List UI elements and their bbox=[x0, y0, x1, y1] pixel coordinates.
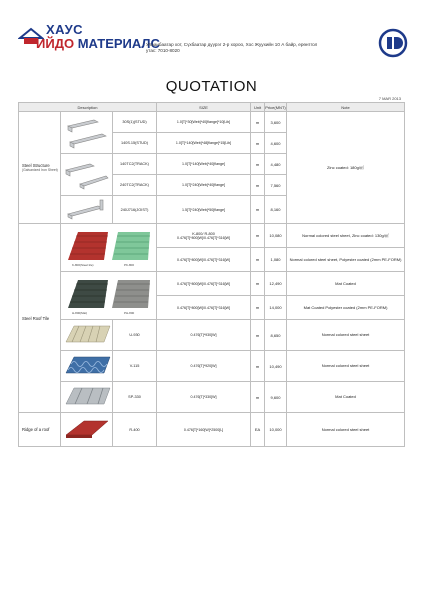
company-name-line2 bbox=[36, 36, 160, 51]
image-caption: PH-800 bbox=[123, 311, 134, 315]
roof-tile-mat-image bbox=[61, 272, 157, 320]
product-unit: m bbox=[251, 351, 265, 382]
table-header-row bbox=[19, 103, 405, 112]
product-unit: m bbox=[251, 196, 265, 224]
product-code: R-400 bbox=[113, 413, 157, 447]
product-unit: m bbox=[251, 154, 265, 175]
address-line: Улаанбаатар хот, Сүхбаатар дүүрэг 2-р хороо, Хос Жуухийн 10 А байр, ерөнтгол bbox=[146, 42, 318, 47]
grey-tile-icon bbox=[112, 280, 150, 308]
header-note: Note bbox=[287, 103, 405, 112]
image-caption: PK-800 bbox=[123, 263, 134, 267]
table-row bbox=[19, 272, 405, 296]
document-date: 7 MAR 2013 bbox=[378, 96, 401, 101]
product-price: 7,560 bbox=[265, 175, 287, 196]
table-row bbox=[19, 224, 405, 248]
product-unit: m bbox=[251, 296, 265, 320]
product-note: Mat Coated bbox=[287, 272, 405, 296]
product-note: Normal colored steel sheet bbox=[287, 413, 405, 447]
product-price: 14,000 bbox=[265, 296, 287, 320]
product-code: V-115 bbox=[113, 351, 157, 382]
product-size: K-800/ R-800 0.476[T]*800[W]/0.476[T]*316[W] bbox=[157, 224, 251, 248]
company-name-suffix: МАТЕРИАЛС bbox=[77, 36, 160, 51]
table-row bbox=[19, 351, 405, 382]
product-price: 8,650 bbox=[265, 320, 287, 351]
category-steel-structure: Steel Structure (Galvanized Iron Sheet) bbox=[19, 112, 61, 224]
product-note: Zinc coated: 180g/㎡ bbox=[287, 112, 405, 224]
green-tile-icon bbox=[112, 232, 150, 260]
table-row bbox=[19, 112, 405, 133]
image-caption: H-800(Mat) bbox=[71, 311, 87, 315]
product-unit: EA bbox=[251, 413, 265, 447]
product-unit: m bbox=[251, 248, 265, 272]
product-price: 4,600 bbox=[265, 133, 287, 154]
product-note: Normal colored steel sheet bbox=[287, 320, 405, 351]
sp330-sheet-image bbox=[61, 382, 113, 413]
product-note: Normal colored steel sheet, Polyester coated (2mm PE-FORM) bbox=[287, 248, 405, 272]
product-unit: m bbox=[251, 112, 265, 133]
header-price: Price(MNT) bbox=[265, 104, 286, 110]
ridge-product-image bbox=[61, 413, 113, 447]
product-note: Normal colored steel sheet bbox=[287, 351, 405, 382]
product-size: 1.0[T]*140[Web]*40[flange] bbox=[157, 154, 251, 175]
product-code: 140S.15(STUD) bbox=[113, 133, 157, 154]
red-tile-icon bbox=[68, 232, 108, 260]
product-code: 240TC2(TRACK) bbox=[113, 175, 157, 196]
product-unit: m bbox=[251, 175, 265, 196]
product-price: 10,000 bbox=[265, 413, 287, 447]
table-row bbox=[19, 382, 405, 413]
product-size: 0.476[T]*800[W]/0.476[T]*316[W] bbox=[157, 296, 251, 320]
product-price: 3,600 bbox=[265, 112, 287, 133]
product-price: 12,490 bbox=[265, 272, 287, 296]
header-size: SIZE bbox=[157, 103, 251, 112]
product-size: 0.476[T]*800[W]/0.476[T]*316[W] bbox=[157, 248, 251, 272]
header-unit: Unit bbox=[251, 103, 265, 112]
product-price: 1,080 bbox=[265, 248, 287, 272]
product-code: SP-330 bbox=[113, 382, 157, 413]
product-unit: m bbox=[251, 382, 265, 413]
product-size: 1.0[T]*140[Web]*48[flange]*15[Lib] bbox=[157, 133, 251, 154]
product-price: 10,490 bbox=[265, 351, 287, 382]
product-price: 9,600 bbox=[265, 382, 287, 413]
letterhead bbox=[18, 22, 408, 72]
quotation-table bbox=[18, 102, 405, 447]
product-unit: m bbox=[251, 224, 265, 248]
product-code: 240J716(JOIST) bbox=[113, 196, 157, 224]
phone-line: утас: 7010-8020 bbox=[146, 48, 180, 53]
image-caption: K-800(Steel tile) bbox=[71, 263, 94, 267]
product-size: 0.476[T]*160[W]*2500[L] bbox=[157, 413, 251, 447]
table-row bbox=[19, 413, 405, 447]
product-price: 4,480 bbox=[265, 154, 287, 175]
category-ridge-of-roof: Ridge of a roof bbox=[19, 413, 61, 447]
stud-product-image bbox=[61, 112, 113, 154]
roof-tile-red-green-image bbox=[61, 224, 157, 272]
u930-sheet-image bbox=[61, 320, 113, 351]
product-code: 140TC2(TRACK) bbox=[113, 154, 157, 175]
product-code: U-930 bbox=[113, 320, 157, 351]
product-size: 0.476[T]*800[W]/0.476[T]*316[W] bbox=[157, 272, 251, 296]
document-title: QUOTATION bbox=[165, 78, 258, 95]
category-steel-roof-tile: Steel Roof Tile bbox=[19, 224, 61, 413]
product-code: 30S(1)(STUD) bbox=[113, 112, 157, 133]
joist-product-image bbox=[61, 196, 113, 224]
product-note: Mat Coated bbox=[287, 382, 405, 413]
product-size: 0.476[T]*930[W] bbox=[157, 320, 251, 351]
product-unit: m bbox=[251, 272, 265, 296]
product-size: 1.5[T]*240[Web]*50[flange] bbox=[157, 196, 251, 224]
product-note: Mat Coated Polyester coated (2mm PE-FORM) bbox=[287, 296, 405, 320]
v115-sheet-image bbox=[61, 351, 113, 382]
table-row bbox=[19, 320, 405, 351]
company-address bbox=[146, 42, 356, 54]
company-name-prefix: ИЙДО bbox=[36, 36, 75, 51]
dark-tile-icon bbox=[68, 280, 108, 308]
product-size: 1.0[T]*30[Web]*40[flange]*10[Lib] bbox=[157, 112, 251, 133]
product-unit: m bbox=[251, 133, 265, 154]
product-size: 0.476[T]*920[W] bbox=[157, 351, 251, 382]
company-name-line1: ХАУС bbox=[46, 22, 84, 37]
product-note: Normal colored steel sheet, Zinc coated: 130g/㎡ bbox=[287, 224, 405, 248]
product-price: 8,160 bbox=[265, 196, 287, 224]
product-size: 0.476[T]*330[W] bbox=[157, 382, 251, 413]
product-unit: m bbox=[251, 320, 265, 351]
track-product-image bbox=[61, 154, 113, 196]
product-size: 1.0[T]*240[Web]*40[flange] bbox=[157, 175, 251, 196]
company-emblem-icon bbox=[378, 28, 408, 58]
product-price: 10,080 bbox=[265, 224, 287, 248]
product-code: K-800/ R-800 bbox=[192, 231, 215, 236]
header-description: Description bbox=[19, 103, 157, 112]
